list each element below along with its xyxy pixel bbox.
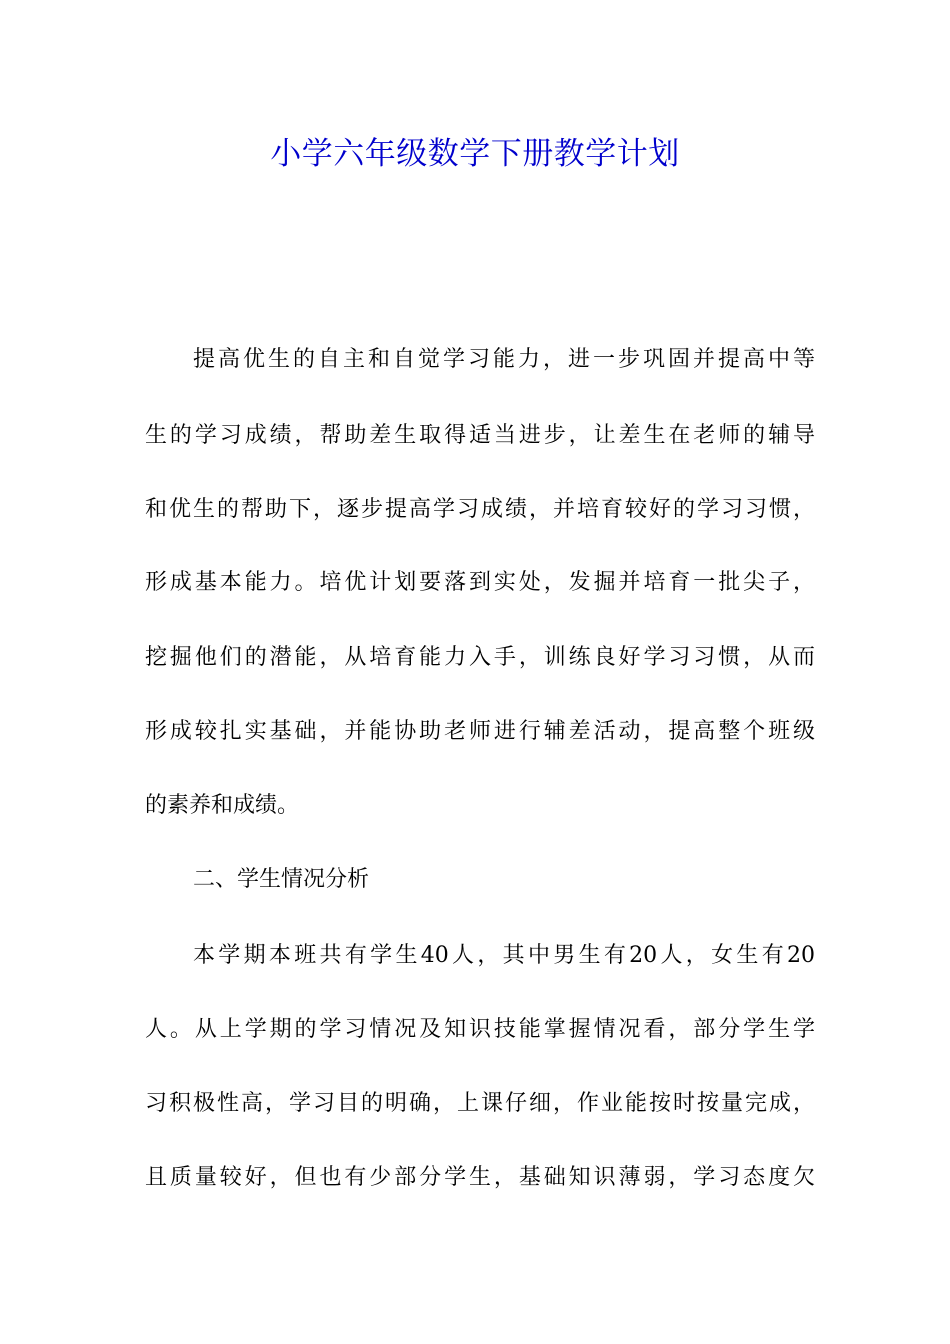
paragraph2-line-2: 人。从上学期的学习情况及知识技能掌握情况看，部分学生学 <box>145 1017 815 1042</box>
paragraph2-line-4: 且质量较好，但也有少部分学生，基础知识薄弱，学习态度欠 <box>145 1165 815 1190</box>
paragraph2-line-1: 本学期本班共有学生40人，其中男生有20人，女生有20 <box>193 943 815 968</box>
paragraph1-line-1: 提高优生的自主和自觉学习能力，进一步巩固并提高中等 <box>193 347 815 372</box>
paragraph1-line-2: 生的学习成绩，帮助差生取得适当进步，让差生在老师的辅导 <box>145 423 815 448</box>
paragraph1-line-6: 形成较扎实基础，并能协助老师进行辅差活动，提高整个班级 <box>145 719 815 744</box>
paragraph1-line-7: 的素养和成绩。 <box>145 793 300 818</box>
section2-heading: 二、学生情况分析 <box>193 867 370 892</box>
paragraph1-line-4: 形成基本能力。培优计划要落到实处，发掘并培育一批尖子， <box>145 570 815 595</box>
paragraph1-line-3: 和优生的帮助下，逐步提高学习成绩，并培育较好的学习习惯， <box>145 497 815 522</box>
paragraph1-line-5: 挖掘他们的潜能，从培育能力入手，训练良好学习习惯，从而 <box>145 645 815 670</box>
document-title: 小学六年级数学下册教学计划 <box>270 136 680 172</box>
paragraph2-line-3: 习积极性高，学习目的明确，上课仔细，作业能按时按量完成， <box>145 1091 815 1116</box>
